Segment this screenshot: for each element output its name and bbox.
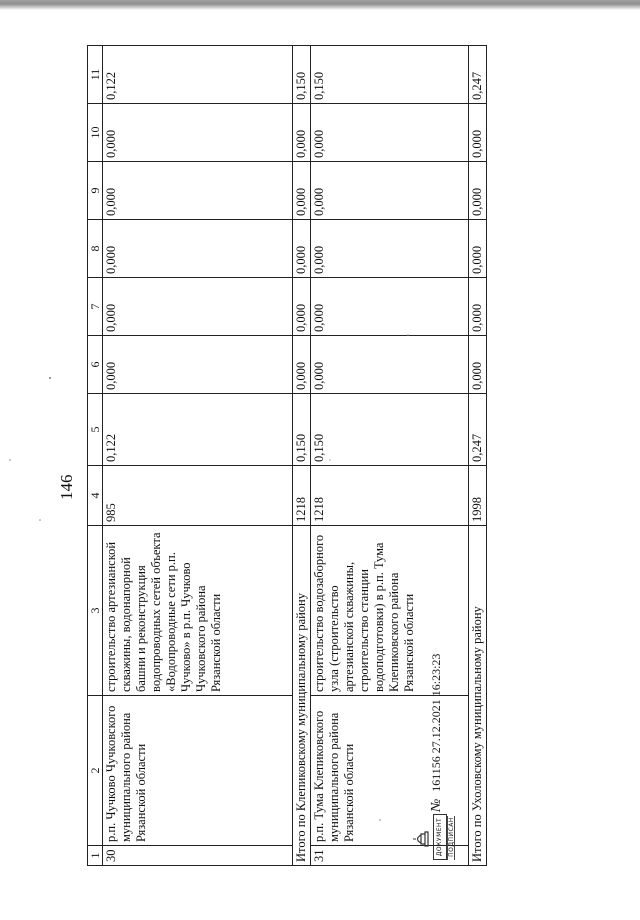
value-cell: 0,150 — [311, 394, 469, 466]
value-cell: 0,000 — [311, 336, 469, 394]
value-cell: 985 — [103, 466, 293, 526]
value-cell: 0,122 — [103, 46, 293, 104]
value-cell: 0,000 — [469, 278, 487, 336]
page-number: 146 — [57, 474, 76, 500]
header-cell: 1 — [88, 846, 103, 866]
value-cell: 0,000 — [311, 162, 469, 220]
value-cell: 0,000 — [469, 104, 487, 162]
value-cell: 0,000 — [311, 220, 469, 278]
value-cell: 0,122 — [103, 394, 293, 466]
project-cell: строительство водозаборного узла (строительство артезианской скважины, строительство станции водоподготовки) в р.п. Тума Клепиковского района Рязанской области — [311, 526, 469, 696]
table-row — [103, 46, 293, 866]
header-cell: 2 — [88, 696, 103, 846]
value-cell: 0,000 — [293, 104, 311, 162]
document-id: 161156 27.12.2021 16:23:23 — [429, 653, 443, 792]
header-cell: 4 — [88, 466, 103, 526]
value-cell: 0,247 — [469, 394, 487, 466]
landscape-page — [55, 40, 484, 880]
building-dome-icon — [413, 830, 429, 848]
header-cell: 9 — [88, 162, 103, 220]
header-cell: 7 — [88, 278, 103, 336]
total-row — [469, 46, 487, 866]
stamp-text: ДОКУМЕНТ ПОДПИСАН — [433, 814, 447, 860]
header-cell: 11 — [88, 46, 103, 104]
value-cell: 0,000 — [469, 162, 487, 220]
scan-edge-shadow — [0, 0, 640, 10]
total-row — [293, 46, 311, 866]
stamp-underline — [447, 816, 455, 860]
value-cell: 0,000 — [103, 220, 293, 278]
rotated-page-area — [55, 40, 484, 920]
value-cell: 1218 — [311, 466, 469, 526]
value-cell: 0,000 — [469, 336, 487, 394]
header-cell: 6 — [88, 336, 103, 394]
value-cell: 0,000 — [293, 220, 311, 278]
value-cell: 1218 — [293, 466, 311, 526]
value-cell: 0,000 — [103, 278, 293, 336]
value-cell: 0,000 — [469, 220, 487, 278]
row-number-cell: 31 — [311, 846, 469, 866]
row-number-cell: 30 — [103, 846, 293, 866]
value-cell: 0,247 — [469, 46, 487, 104]
value-cell: 0,150 — [311, 46, 469, 104]
value-cell: 0,000 — [103, 104, 293, 162]
header-cell: 10 — [88, 104, 103, 162]
header-cell: 8 — [88, 220, 103, 278]
value-cell: 1998 — [469, 466, 487, 526]
document-registration — [429, 654, 445, 812]
value-cell: 0,000 — [311, 104, 469, 162]
value-cell: 0,000 — [103, 336, 293, 394]
value-cell: 0,150 — [293, 46, 311, 104]
value-cell: 0,000 — [311, 278, 469, 336]
project-cell: строительство артезианской скважины, водонапорной башни и реконструкция водопроводных сетей объекта «Водопроводные сети р.п. Чучково» в р.п. Чучково Чучковского района Рязанской области — [103, 526, 293, 696]
data-table — [87, 45, 487, 866]
value-cell: 0,150 — [293, 394, 311, 466]
total-label-cell: Итого по Ухоловскому муниципальному району — [469, 526, 487, 866]
header-row — [88, 46, 103, 866]
value-cell: 0,000 — [293, 162, 311, 220]
value-cell: 0,000 — [103, 162, 293, 220]
header-cell: 3 — [88, 526, 103, 696]
settlement-cell: р.п. Чучково Чучковского муниципального района Рязанской области — [103, 696, 293, 846]
value-cell: 0,000 — [293, 336, 311, 394]
settlement-cell: р.п. Тума Клепиковского муниципального района Рязанской области — [311, 696, 469, 846]
e-signature-stamp — [413, 816, 455, 860]
total-label-cell: Итого по Клепиковскому муниципальному району — [293, 526, 311, 866]
header-cell: 5 — [88, 394, 103, 466]
value-cell: 0,000 — [293, 278, 311, 336]
number-sign: № — [429, 798, 444, 812]
